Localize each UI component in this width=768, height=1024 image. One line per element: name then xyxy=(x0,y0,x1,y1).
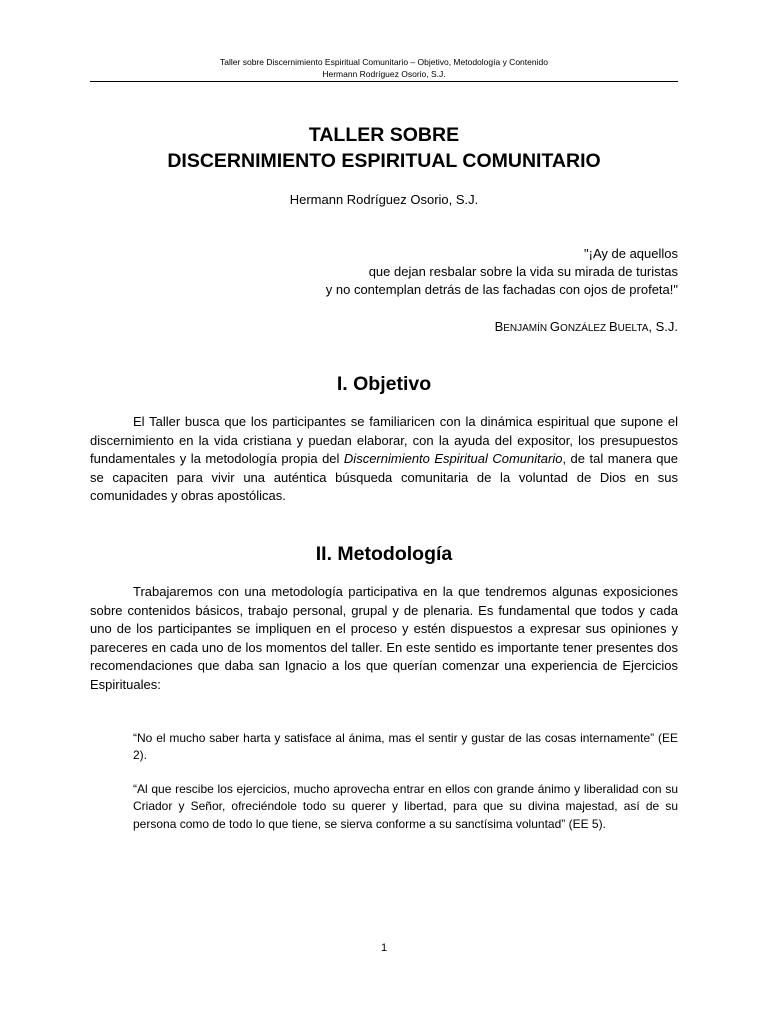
objetivo-text-end: , de tal manera que se capaciten para vivir una auténtica búsqueda comunitaria de la voluntad de Dios en sus comunidades y obras apostólicas. xyxy=(90,451,678,504)
attribution-suffix: , S.J. xyxy=(648,319,678,334)
attribution-rest-benjamin: ENJAMÍN xyxy=(503,323,550,334)
metodologia-paragraph: Trabajaremos con una metodología participativa en la que tendremos algunas exposiciones sobre contenidos básicos, trabajo personal, grupal y de plenaria. Es fundamental que todos y cada uno de los participantes se impliquen en el proceso y estén dispuestos a expresar sus opiniones y pareceres en cada uno de los momentos del taller. En este sentido es importante tener presentes dos recomendaciones que daba san Ignacio a los que querían comenzar una experiencia de Ejercicios Espirituales: xyxy=(90,584,678,692)
attribution-initial-g: G xyxy=(549,319,561,334)
quote-ee5: “Al que rescibe los ejercicios, mucho aprovecha entrar en ellos con grande ánimo y liberalidad con su Criador y Señor, ofreciéndole todo su querer y libertad, para que su divina majestad, así de su persona como de todo lo que tiene, se sierva conforme a su sanctísima voluntad” (EE 5). xyxy=(133,782,678,831)
document-title xyxy=(90,122,678,174)
header-rule xyxy=(90,81,678,82)
epigraph xyxy=(198,245,678,299)
running-header-title: Taller sobre Discernimiento Espiritual Comunitario – Objetivo, Metodología y Contenido xyxy=(220,57,548,67)
section-heading-objetivo: I. Objetivo xyxy=(336,373,432,395)
objetivo-paragraph xyxy=(90,413,678,506)
attribution-rest-gonzalez: ONZÁLEZ xyxy=(560,323,609,334)
quote-ee2: “No el mucho saber harta y satisface al ánima, mas el sentir y gustar de las cosas internamente” (EE 2). xyxy=(133,731,678,763)
title-line-2: DISCERNIMIENTO ESPIRITUAL COMUNITARIO xyxy=(167,150,601,172)
attribution-initial-b2: B xyxy=(608,319,618,334)
title-line-1: TALLER SOBRE xyxy=(308,124,460,146)
attribution-rest-buelta: UELTA xyxy=(617,323,649,334)
epigraph-attribution xyxy=(278,318,678,338)
epigraph-line-3: y no contemplan detrás de las fachadas con ojos de profeta!" xyxy=(325,282,678,297)
objetivo-text-italic: Discernimiento Espiritual Comunitario xyxy=(343,451,563,467)
attribution-initial-b: B xyxy=(494,319,504,334)
section-heading-metodologia: II. Metodología xyxy=(315,543,453,565)
running-header-author: Hermann Rodríguez Osorio, S.J. xyxy=(322,69,446,79)
page-number: 1 xyxy=(380,942,388,954)
objetivo-text-start: El Taller busca que los participantes se familiaricen con la dinámica espiritual que supone el discernimiento en la vida cristiana y puedan elaborar, con la ayuda del expositor, los presupuestos fundamentales y la metodología propia del xyxy=(90,414,678,467)
epigraph-line-1: "¡Ay de aquellos xyxy=(584,246,678,261)
epigraph-line-2: que dejan resbalar sobre la vida su mirada de turistas xyxy=(368,264,678,279)
running-header xyxy=(90,56,678,80)
document-author: Hermann Rodríguez Osorio, S.J. xyxy=(289,192,479,207)
